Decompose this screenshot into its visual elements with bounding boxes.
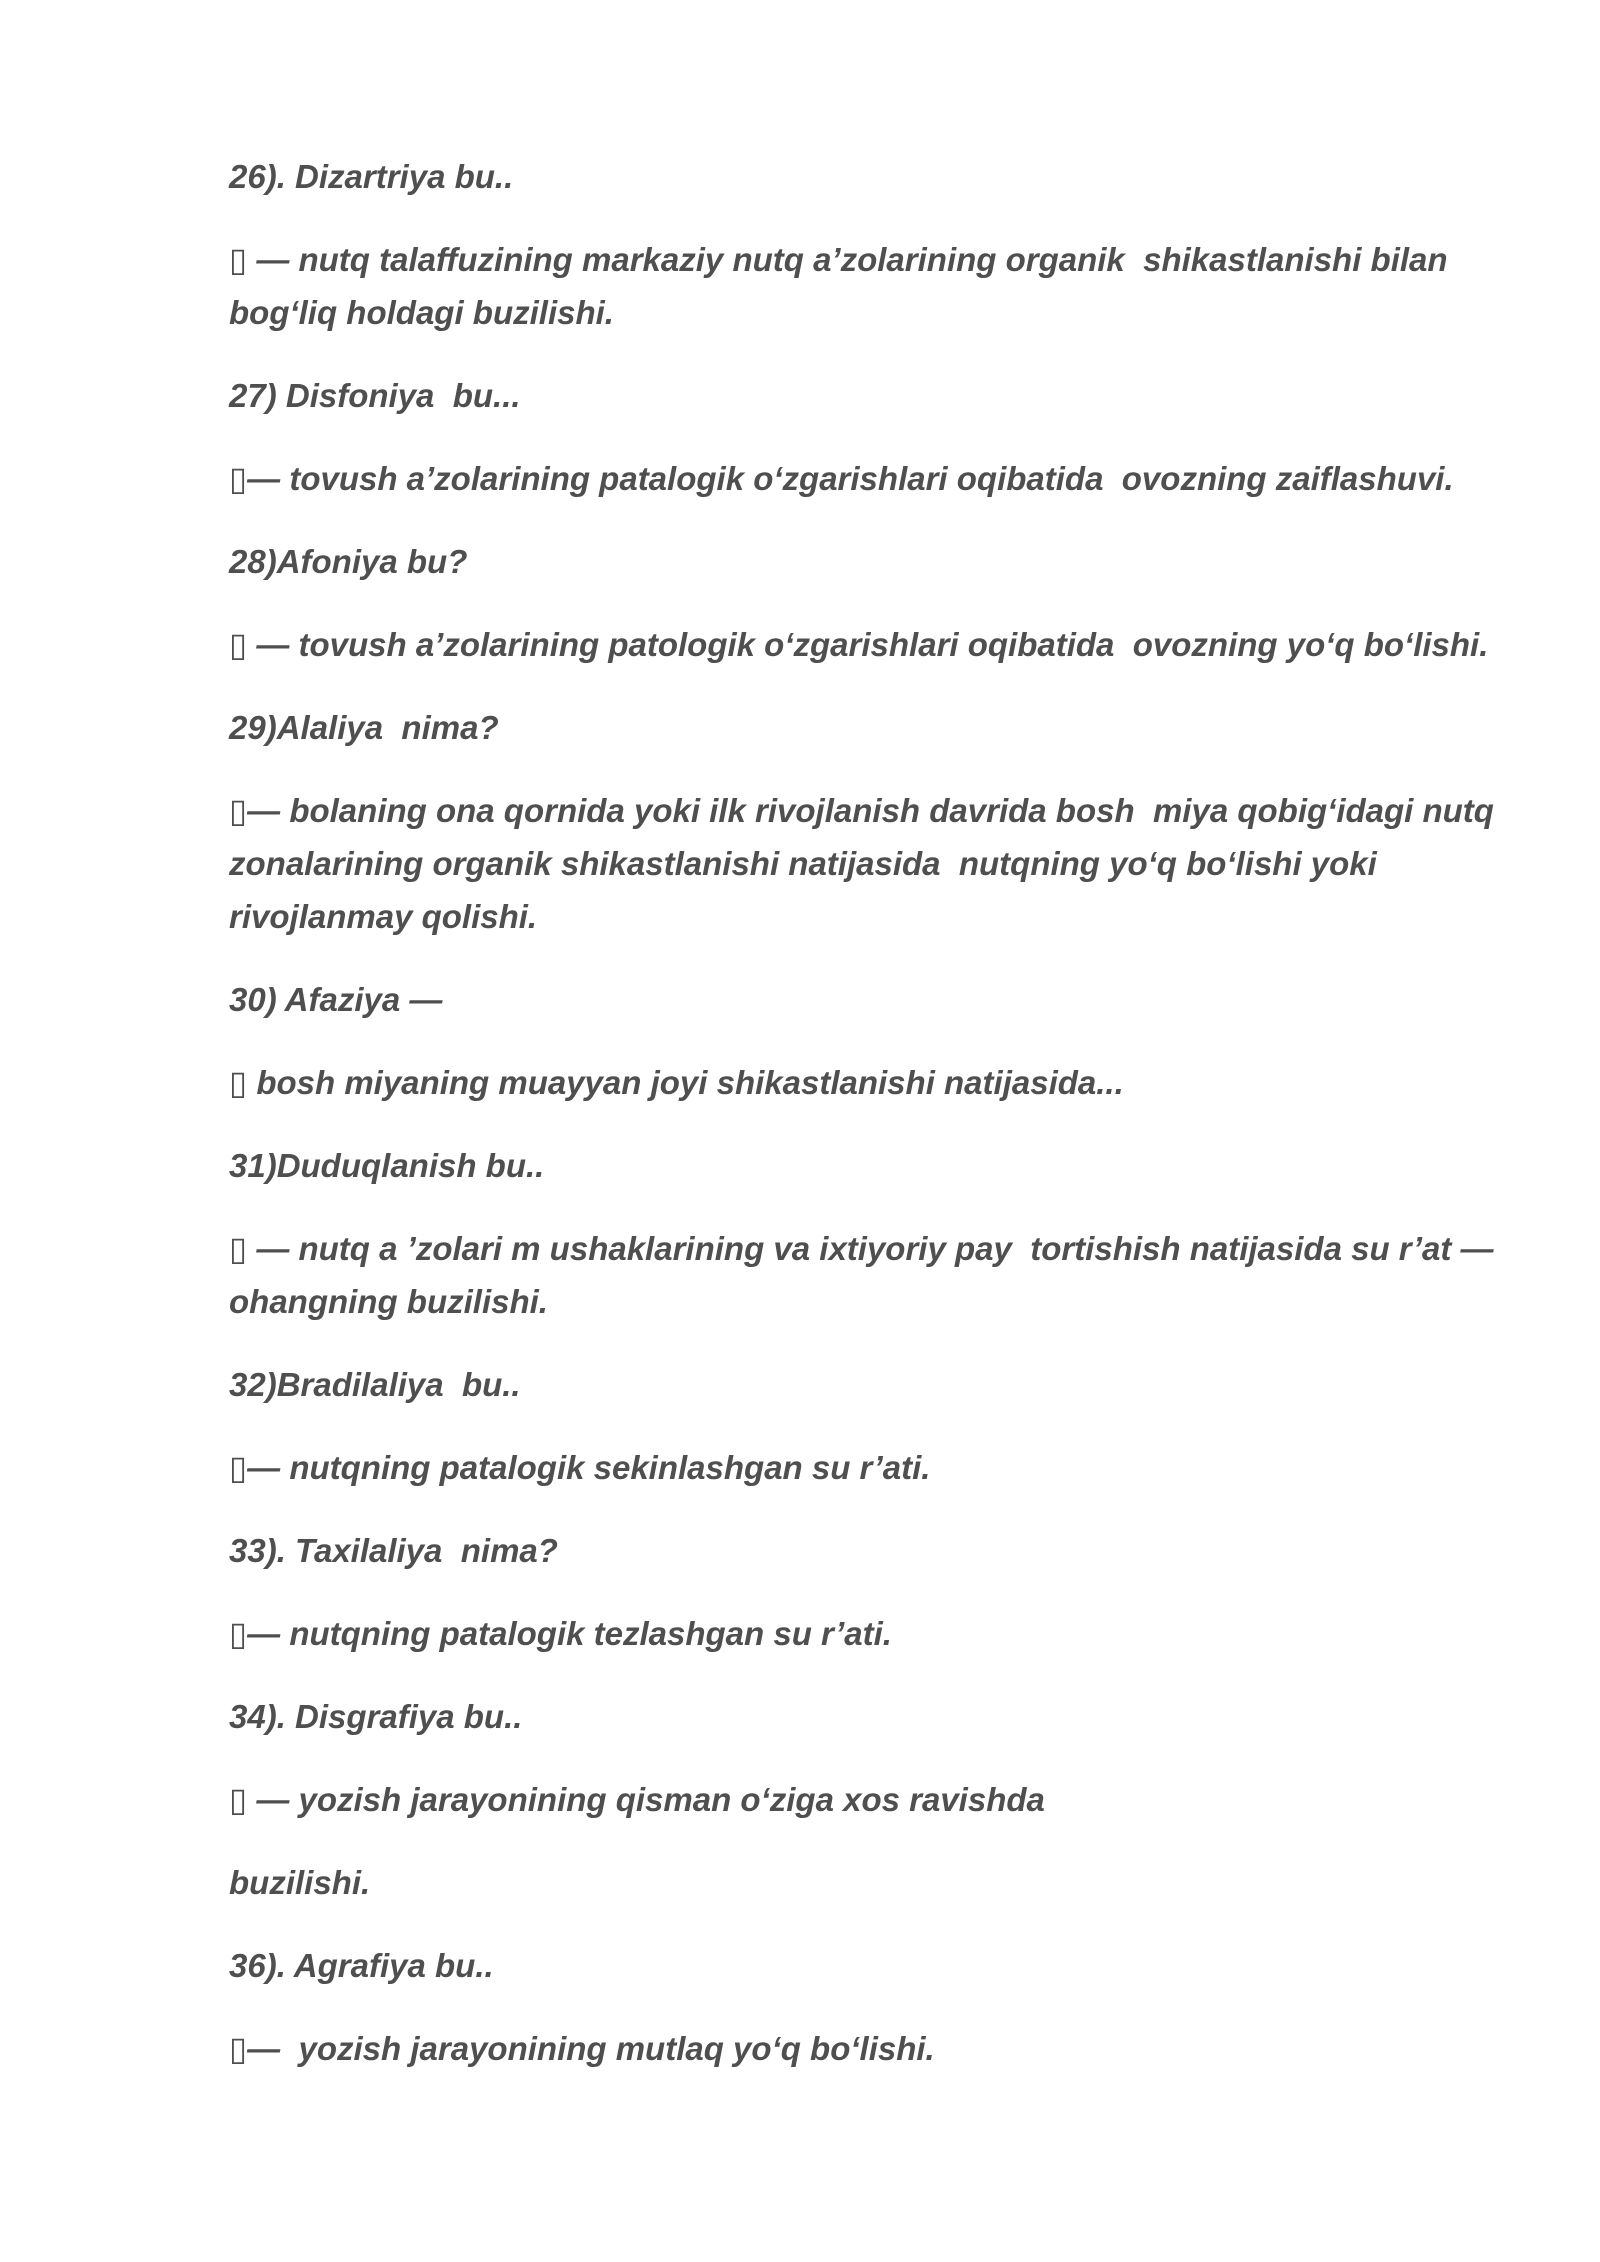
question-36: 36). Agrafiya bu..: [229, 1947, 494, 1984]
answer-33: ▯— nutqning patalogik tezlashgan su r’ati.: [229, 1615, 892, 1652]
answer-36: ▯— yozish jarayonining mutlaq yo‘q bo‘lishi.: [229, 2030, 935, 2067]
answer-30: ▯ bosh miyaning muayyan joyi shikastlanishi natijasida...: [229, 1064, 1124, 1101]
question-34: 34). Disgrafiya bu..: [229, 1698, 523, 1735]
continuation-text: buzilishi.: [229, 1864, 371, 1901]
question-32: 32)Bradilaliya bu..: [229, 1366, 521, 1403]
question-26: 26). Dizartriya bu..: [229, 158, 514, 195]
question-31: 31)Duduqlanish bu..: [229, 1147, 545, 1184]
document-content: [229, 150, 1519, 2105]
answer-32: ▯— nutqning patalogik sekinlashgan su r’ati.: [229, 1449, 931, 1486]
question-29: 29)Alaliya nima?: [229, 709, 499, 746]
answer-26: ▯ — nutq talaffuzining markaziy nutq a’zolarining organik shikastlanishi bilan bog‘liq holdagi buzilishi.: [229, 241, 1457, 331]
question-27: 27) Disfoniya bu...: [229, 377, 521, 414]
answer-28: ▯ — tovush a’zolarining patologik o‘zgarishlari oqibatida ovozning yo‘q bo‘lishi.: [229, 626, 1489, 663]
answer-27: ▯— tovush a’zolarining patalogik o‘zgarishlari oqibatida ovozning zaiflashuvi.: [229, 460, 1454, 497]
question-30: 30) Afaziya —: [229, 981, 443, 1018]
answer-31: ▯ — nutq a ’zolari m ushaklarining va ixtiyoriy pay tortishish natijasida su r’at — ohangning buzilishi.: [229, 1230, 1503, 1320]
question-28: 28)Afoniya bu?: [229, 543, 468, 580]
answer-34: ▯ — yozish jarayonining qisman o‘ziga xos ravishda: [229, 1781, 1045, 1818]
question-33: 33). Taxilaliya nima?: [229, 1532, 558, 1569]
answer-29: ▯— bolaning ona qornida yoki ilk rivojlanish davrida bosh miya qobig‘idagi nutq zonalarining organik shikastlanishi natijasida nutqning yo‘q bo‘lishi yoki rivojlanmay qolishi.: [229, 792, 1504, 935]
